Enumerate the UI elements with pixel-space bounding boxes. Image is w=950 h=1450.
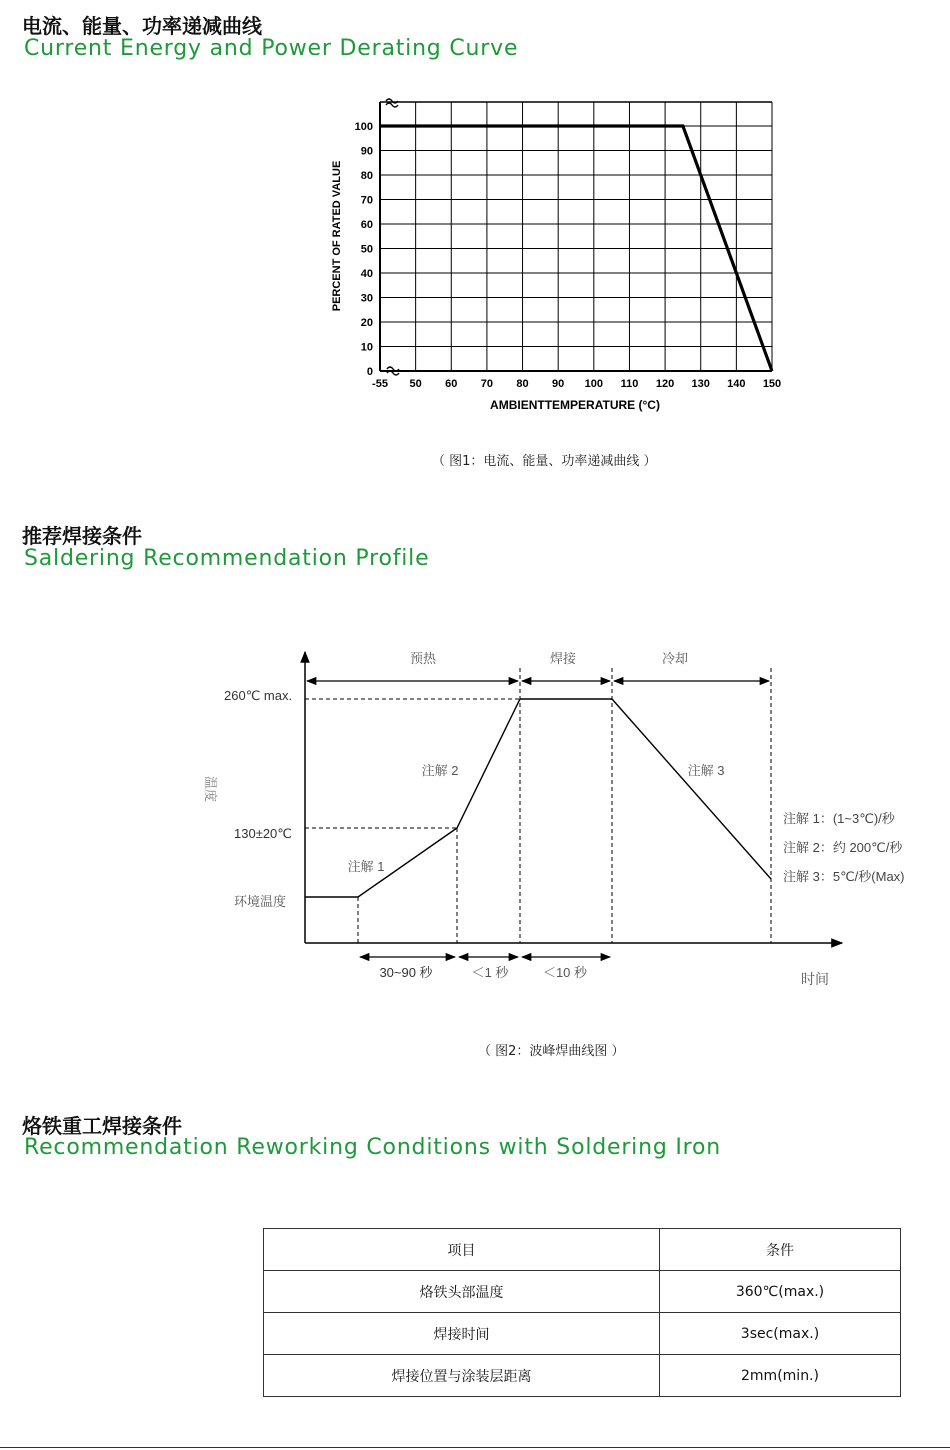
curve-note-1: 注解 1 [347, 859, 385, 874]
y-tick-label: 60 [360, 219, 373, 231]
table-cell: 烙铁头部温度 [264, 1271, 660, 1313]
derating-y-axis-label: PERCENT OF RATED VALUE [331, 160, 343, 312]
x-tick-label: 130 [691, 378, 710, 390]
x-tick-label: 80 [516, 378, 529, 390]
legend-note-1: 注解 1：(1~3℃)/秒 [783, 811, 895, 826]
phase-label-preheat: 预热 [409, 651, 437, 666]
derating-x-axis-label: AMBIENTTEMPERATURE (°C) [490, 398, 660, 412]
curve-note-2: 注解 2 [421, 763, 459, 778]
phase-label-cool: 冷却 [661, 651, 689, 666]
curve-note-3: 注解 3 [687, 763, 725, 778]
y-tick-label: 0 [366, 366, 373, 378]
x-tick-label: 70 [480, 378, 494, 390]
y-tick-label: 90 [360, 145, 373, 158]
x-tick-label: 120 [655, 378, 675, 390]
table-header-condition: 条件 [660, 1229, 901, 1271]
y-tick-label: 100 [354, 121, 373, 133]
y-tick-label: 10 [360, 341, 373, 354]
y-label-peak: 260℃ max. [224, 688, 293, 703]
section3-title-en: Recommendation Reworking Conditions with Soldering Iron [24, 1135, 722, 1160]
x-tick-label: 150 [762, 378, 782, 390]
phase-dividers [305, 668, 771, 943]
time-span-solder: ＜10 秒 [542, 965, 588, 980]
table-header-item: 项目 [264, 1229, 660, 1271]
time-span-preheat: 30~90 秒 [379, 965, 433, 980]
y-tick-label: 20 [360, 317, 373, 329]
x-tick-label: -55 [372, 378, 388, 390]
profile-x-axis-label: 时间 [801, 971, 829, 987]
legend-note-2: 注解 2：约 200℃/秒 [783, 840, 903, 855]
figure1-caption: （ 图1：电流、能量、功率递减曲线 ） [432, 454, 657, 469]
table-cell: 3sec(max.) [660, 1313, 901, 1355]
section1-title-cn: 电流、能量、功率递减曲线 [22, 14, 262, 38]
x-tick-label: 50 [409, 378, 422, 390]
table-row [264, 1271, 901, 1313]
y-tick-label: 30 [360, 292, 373, 305]
y-tick-label: 40 [360, 268, 373, 280]
bottom-divider [0, 1447, 950, 1448]
table-header-row [264, 1229, 901, 1271]
table-cell: 2mm(min.) [660, 1355, 901, 1397]
section2-title-cn: 推荐焊接条件 [22, 524, 142, 548]
figure2-caption: （ 图2：波峰焊曲线图 ） [478, 1044, 625, 1059]
derating-chart [320, 90, 800, 430]
section3-title-cn: 烙铁重工焊接条件 [22, 1114, 182, 1138]
legend-note-3: 注解 3：5℃/秒(Max) [783, 869, 905, 884]
axis-break-top [386, 99, 398, 107]
y-tick-label: 50 [360, 243, 373, 256]
time-span-peak: ＜1 秒 [471, 965, 509, 980]
x-tick-label: 60 [445, 378, 458, 390]
table-cell: 360℃(max.) [660, 1271, 901, 1313]
x-tick-label: 140 [727, 378, 746, 390]
y-tick-label: 70 [360, 194, 373, 207]
solder-profile-chart [190, 640, 930, 1000]
derating-x-ticks [372, 378, 781, 390]
section2-title-en: Saldering Recommendation Profile [24, 546, 430, 571]
phase-label-solder: 焊接 [549, 651, 577, 666]
table-cell: 焊接时间 [264, 1313, 660, 1355]
x-tick-label: 90 [552, 378, 565, 390]
y-label-mid: 130±20℃ [234, 826, 292, 841]
profile-y-axis-label: 温度 [203, 775, 218, 803]
y-tick-label: 80 [360, 170, 373, 182]
table-row [264, 1355, 901, 1397]
x-tick-label: 110 [620, 378, 639, 390]
x-tick-label: 100 [584, 378, 603, 390]
section1-title-en: Current Energy and Power Derating Curve [24, 36, 519, 61]
rework-conditions-table [263, 1228, 901, 1397]
derating-y-ticks [355, 121, 373, 378]
table-cell: 焊接位置与涂装层距离 [264, 1355, 660, 1397]
derating-grid [380, 102, 772, 371]
y-label-ambient: 环境温度 [234, 894, 287, 909]
table-row [264, 1313, 901, 1355]
